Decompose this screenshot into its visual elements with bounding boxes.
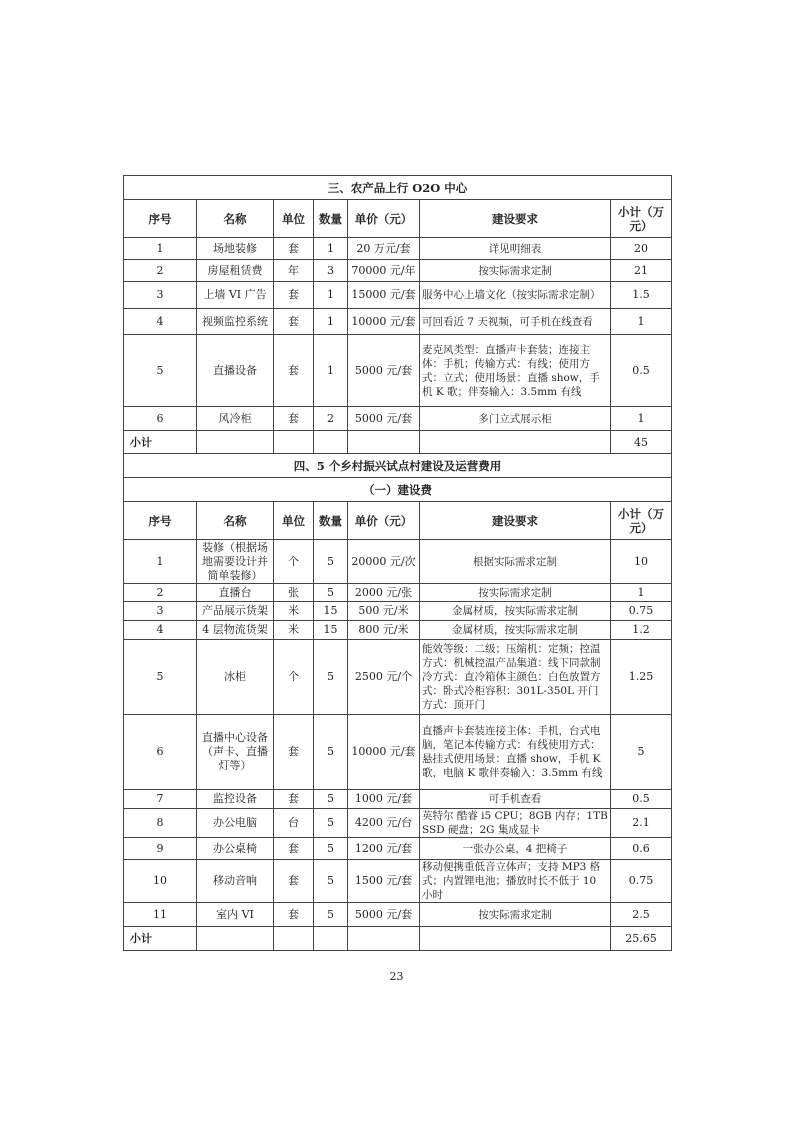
cell-unit-price: 2500 元/个 [348, 640, 420, 715]
cell-unit-price: 500 元/米 [348, 602, 420, 621]
cell-unit: 套 [274, 309, 314, 335]
cell-subtotal: 0.75 [611, 860, 672, 903]
header-subtotal: 小计（万元） [611, 502, 672, 540]
empty-cell [348, 927, 420, 951]
header-qty: 数量 [314, 502, 348, 540]
table-row [124, 260, 672, 282]
cell-seq: 1 [124, 540, 197, 584]
header-requirement: 建设要求 [420, 502, 611, 540]
table-row [124, 640, 672, 715]
header-name: 名称 [197, 502, 274, 540]
cell-requirement: 按实际需求定制 [420, 903, 611, 927]
cell-name: 直播台 [197, 584, 274, 602]
cell-requirement: 根据实际需求定制 [420, 540, 611, 584]
cell-qty: 5 [314, 715, 348, 790]
cell-requirement: 金属材质，按实际需求定制 [420, 621, 611, 640]
cell-name: 房屋租赁费 [197, 260, 274, 282]
table-row [124, 621, 672, 640]
cell-seq: 6 [124, 715, 197, 790]
table-row [124, 407, 672, 431]
cell-seq: 3 [124, 602, 197, 621]
cell-unit-price: 1200 元/套 [348, 838, 420, 860]
cell-qty: 5 [314, 809, 348, 838]
cell-unit-price: 1000 元/套 [348, 790, 420, 809]
cell-subtotal: 21 [611, 260, 672, 282]
cell-subtotal: 1.2 [611, 621, 672, 640]
cell-name: 视频监控系统 [197, 309, 274, 335]
cell-name: 冰柜 [197, 640, 274, 715]
subtotal-value: 25.65 [611, 927, 672, 951]
table-row [124, 602, 672, 621]
header-row [124, 200, 672, 238]
header-unit: 单位 [274, 200, 314, 238]
cell-unit: 个 [274, 540, 314, 584]
cell-unit: 套 [274, 903, 314, 927]
cell-seq: 2 [124, 584, 197, 602]
header-subtotal: 小计（万元） [611, 200, 672, 238]
cell-seq: 9 [124, 838, 197, 860]
header-unit-price: 单价（元） [348, 502, 420, 540]
cell-qty: 1 [314, 335, 348, 407]
cell-qty: 1 [314, 309, 348, 335]
cell-requirement: 一张办公桌，4 把椅子 [420, 838, 611, 860]
empty-cell [420, 927, 611, 951]
subtotal-value: 45 [611, 431, 672, 455]
cell-name: 办公电脑 [197, 809, 274, 838]
cell-qty: 5 [314, 540, 348, 584]
cell-requirement: 多门立式展示柜 [420, 407, 611, 431]
cell-subtotal: 0.75 [611, 602, 672, 621]
cell-requirement: 金属材质，按实际需求定制 [420, 602, 611, 621]
cell-qty: 15 [314, 621, 348, 640]
cell-name: 移动音响 [197, 860, 274, 903]
cell-unit-price: 15000 元/套 [348, 282, 420, 309]
empty-cell [274, 927, 314, 951]
cell-name: 场地装修 [197, 238, 274, 260]
empty-cell [314, 927, 348, 951]
cell-seq: 5 [124, 640, 197, 715]
cell-seq: 11 [124, 903, 197, 927]
cell-unit: 套 [274, 790, 314, 809]
table-row [124, 790, 672, 809]
section-title: 四、5 个乡村振兴试点村建设及运营费用 [124, 454, 672, 478]
empty-cell [197, 431, 274, 455]
cell-seq: 2 [124, 260, 197, 282]
cell-qty: 2 [314, 407, 348, 431]
cell-subtotal: 20 [611, 238, 672, 260]
page-number: 23 [389, 970, 404, 983]
subtotal-label: 小计 [124, 431, 197, 455]
section-title-row [124, 176, 672, 200]
empty-cell [420, 431, 611, 455]
table-row [124, 335, 672, 407]
cell-requirement: 麦克风类型：直播声卡套装；连接主体：手机；传输方式：有线；使用方式：立式；使用场景：直播 show，手机 K 歌；伴奏输入：3.5mm 有线 [420, 335, 611, 407]
cell-subtotal: 0.5 [611, 335, 672, 407]
cell-requirement: 可手机查看 [420, 790, 611, 809]
cell-qty: 15 [314, 602, 348, 621]
cell-name: 办公桌椅 [197, 838, 274, 860]
cell-qty: 5 [314, 838, 348, 860]
cell-unit: 米 [274, 621, 314, 640]
cell-name: 风冷柜 [197, 407, 274, 431]
cell-unit: 米 [274, 602, 314, 621]
cell-unit-price: 2000 元/张 [348, 584, 420, 602]
header-qty: 数量 [314, 200, 348, 238]
cell-unit: 套 [274, 860, 314, 903]
table-row [124, 838, 672, 860]
cell-unit: 套 [274, 282, 314, 309]
cell-name: 直播设备 [197, 335, 274, 407]
table-row [124, 282, 672, 309]
cell-unit: 套 [274, 335, 314, 407]
cell-seq: 6 [124, 407, 197, 431]
cell-unit-price: 4200 元/台 [348, 809, 420, 838]
cell-seq: 5 [124, 335, 197, 407]
cell-unit: 套 [274, 238, 314, 260]
empty-cell [197, 927, 274, 951]
cell-subtotal: 0.6 [611, 838, 672, 860]
cell-seq: 1 [124, 238, 197, 260]
header-unit: 单位 [274, 502, 314, 540]
cell-requirement: 详见明细表 [420, 238, 611, 260]
cell-name: 装修（根据场地需要设计并简单装修） [197, 540, 274, 584]
cell-subtotal: 0.5 [611, 790, 672, 809]
cell-requirement: 移动便携重低音立体声；支持 MP3 格式；内置锂电池；播放时长不低于 10 小时 [420, 860, 611, 903]
cell-requirement: 按实际需求定制 [420, 260, 611, 282]
cell-unit: 套 [274, 838, 314, 860]
cell-subtotal: 2.5 [611, 903, 672, 927]
cell-unit-price: 5000 元/套 [348, 903, 420, 927]
table-row [124, 860, 672, 903]
cell-name: 上墙 VI 广告 [197, 282, 274, 309]
section-title: 三、农产品上行 O2O 中心 [124, 176, 672, 200]
cell-name: 监控设备 [197, 790, 274, 809]
cell-qty: 5 [314, 860, 348, 903]
cell-unit: 套 [274, 407, 314, 431]
cell-unit: 年 [274, 260, 314, 282]
cell-unit-price: 10000 元/套 [348, 309, 420, 335]
cell-qty: 1 [314, 238, 348, 260]
cell-unit-price: 10000 元/套 [348, 715, 420, 790]
cell-requirement: 能效等级：二级；压缩机：定频；控温方式：机械控温产品集道：线下同款制冷方式：直冷箱体主颜色：白色放置方式：卧式冷柜容积：301L-350L 开门方式：顶开门 [420, 640, 611, 715]
cell-requirement: 服务中心上墙文化（按实际需求定制） [420, 282, 611, 309]
header-row [124, 502, 672, 540]
section-subtitle: （一）建设费 [124, 478, 672, 502]
subtotal-label: 小计 [124, 927, 197, 951]
cell-unit-price: 20000 元/次 [348, 540, 420, 584]
cell-seq: 3 [124, 282, 197, 309]
cell-requirement: 按实际需求定制 [420, 584, 611, 602]
table-row [124, 238, 672, 260]
subtotal-row [124, 431, 672, 455]
cell-unit-price: 5000 元/套 [348, 407, 420, 431]
cell-requirement: 可回看近 7 天视频，可手机在线查看 [420, 309, 611, 335]
cell-unit-price: 20 万元/套 [348, 238, 420, 260]
cell-subtotal: 1 [611, 309, 672, 335]
cell-qty: 5 [314, 903, 348, 927]
cell-subtotal: 10 [611, 540, 672, 584]
cell-seq: 10 [124, 860, 197, 903]
cell-seq: 4 [124, 621, 197, 640]
table-row [124, 903, 672, 927]
cell-qty: 5 [314, 640, 348, 715]
cell-unit: 张 [274, 584, 314, 602]
header-requirement: 建设要求 [420, 200, 611, 238]
cell-qty: 1 [314, 282, 348, 309]
table-row [124, 309, 672, 335]
subtotal-row [124, 927, 672, 951]
cell-unit-price: 70000 元/年 [348, 260, 420, 282]
empty-cell [274, 431, 314, 455]
cell-qty: 5 [314, 790, 348, 809]
cell-seq: 7 [124, 790, 197, 809]
table-row [124, 540, 672, 584]
cell-unit: 台 [274, 809, 314, 838]
cell-subtotal: 5 [611, 715, 672, 790]
table-row [124, 584, 672, 602]
cell-requirement: 直播声卡套装连接主体：手机，台式电脑，笔记本传输方式：有线使用方式：悬挂式使用场景：直播 show，手机 K 歌，电脑 K 歌伴奏输入：3.5mm 有线 [420, 715, 611, 790]
cell-subtotal: 1.5 [611, 282, 672, 309]
cell-unit: 套 [274, 715, 314, 790]
section-subtitle-row [124, 478, 672, 502]
cell-unit: 个 [274, 640, 314, 715]
cell-seq: 8 [124, 809, 197, 838]
header-seq: 序号 [124, 200, 197, 238]
section-title-row [124, 454, 672, 478]
cell-unit-price: 5000 元/套 [348, 335, 420, 407]
cell-qty: 3 [314, 260, 348, 282]
header-name: 名称 [197, 200, 274, 238]
table-row [124, 809, 672, 838]
cell-unit-price: 800 元/米 [348, 621, 420, 640]
cell-name: 直播中心设备（声卡、直播灯等） [197, 715, 274, 790]
o2o-center-table [123, 175, 672, 455]
cell-name: 4 层物流货架 [197, 621, 274, 640]
cell-name: 室内 VI [197, 903, 274, 927]
empty-cell [348, 431, 420, 455]
empty-cell [314, 431, 348, 455]
header-unit-price: 单价（元） [348, 200, 420, 238]
cell-name: 产品展示货架 [197, 602, 274, 621]
cell-subtotal: 2.1 [611, 809, 672, 838]
cell-subtotal: 1 [611, 407, 672, 431]
cell-requirement: 英特尔 酷睿 i5 CPU；8GB 内存；1TB SSD 硬盘；2G 集成显卡 [420, 809, 611, 838]
village-construction-table [123, 453, 672, 951]
cell-qty: 5 [314, 584, 348, 602]
cell-subtotal: 1 [611, 584, 672, 602]
cell-subtotal: 1.25 [611, 640, 672, 715]
cell-unit-price: 1500 元/套 [348, 860, 420, 903]
cell-seq: 4 [124, 309, 197, 335]
table-row [124, 715, 672, 790]
header-seq: 序号 [124, 502, 197, 540]
